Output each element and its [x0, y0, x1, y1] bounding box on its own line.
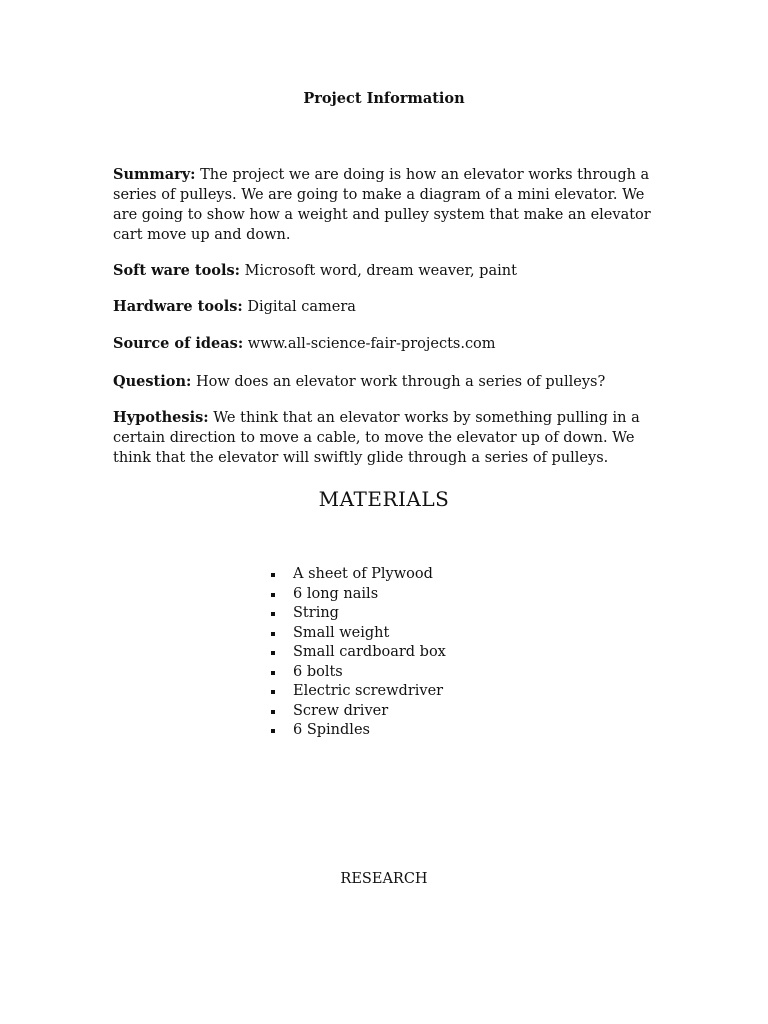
bullet-icon — [271, 573, 275, 577]
list-item — [269, 604, 446, 624]
list-item-text: A sheet of Plywood — [293, 566, 433, 582]
hardware-tools-paragraph — [113, 297, 658, 317]
list-item-text: Electric screwdriver — [293, 683, 444, 699]
hardware-tools-label: Hardware tools: — [113, 298, 243, 315]
bullet-icon — [271, 729, 275, 733]
hardware-tools-text: Digital camera — [242, 299, 356, 315]
materials-heading: MATERIALS — [318, 487, 450, 511]
hypothesis-label: Hypothesis: — [113, 409, 209, 426]
list-item-text: 6 long nails — [293, 585, 379, 602]
list-item — [269, 682, 446, 702]
software-tools-label: Soft ware tools: — [113, 262, 240, 279]
hypothesis-paragraph — [113, 408, 658, 468]
bullet-icon — [271, 710, 275, 714]
list-item-text: Small cardboard box — [293, 644, 446, 660]
list-item-text: 6 Spindles — [293, 722, 370, 738]
source-of-ideas-paragraph — [113, 334, 658, 354]
question-text: How does an elevator work through a series of pulleys? — [191, 374, 606, 390]
summary-paragraph — [113, 165, 658, 245]
list-item — [269, 565, 446, 585]
source-of-ideas-text: www.all-science-fair-projects.com — [243, 336, 496, 352]
document-title: Project Information — [303, 90, 465, 107]
software-tools-text: Microsoft word, dream weaver, paint — [239, 263, 517, 279]
summary-text: The project we are doing is how an elevator works through a series of pulleys. We are going to make a diagram of a mini elevator. We are going to show how a weight and pulley system that make an elevator cart move up and down. — [113, 167, 651, 243]
question-paragraph — [113, 372, 658, 392]
list-item — [269, 585, 446, 605]
summary-label: Summary: — [113, 166, 196, 183]
software-tools-paragraph — [113, 261, 658, 281]
list-item-text: 6 bolts — [293, 663, 343, 680]
list-item — [269, 721, 446, 741]
list-item — [269, 624, 446, 644]
source-of-ideas-label: Source of ideas: — [113, 335, 244, 352]
list-item-text: Small weight — [293, 624, 390, 641]
list-item — [269, 663, 446, 683]
list-item — [269, 702, 446, 722]
list-item-text: String — [293, 605, 339, 621]
list-item-text: Screw driver — [293, 702, 389, 719]
research-heading: RESEARCH — [340, 871, 428, 887]
bullet-icon — [271, 671, 275, 675]
materials-list — [269, 565, 446, 741]
bullet-icon — [271, 593, 275, 597]
hypothesis-text: We think that an elevator works by something pulling in a certain direction to move a cable, to move the elevator up of down. We think that the elevator will swiftly glide through a series of pulleys. — [113, 410, 640, 466]
bullet-icon — [271, 690, 275, 694]
bullet-icon — [271, 651, 275, 655]
bullet-icon — [271, 632, 275, 636]
bullet-icon — [271, 612, 275, 616]
list-item — [269, 643, 446, 663]
question-label: Question: — [113, 373, 192, 390]
